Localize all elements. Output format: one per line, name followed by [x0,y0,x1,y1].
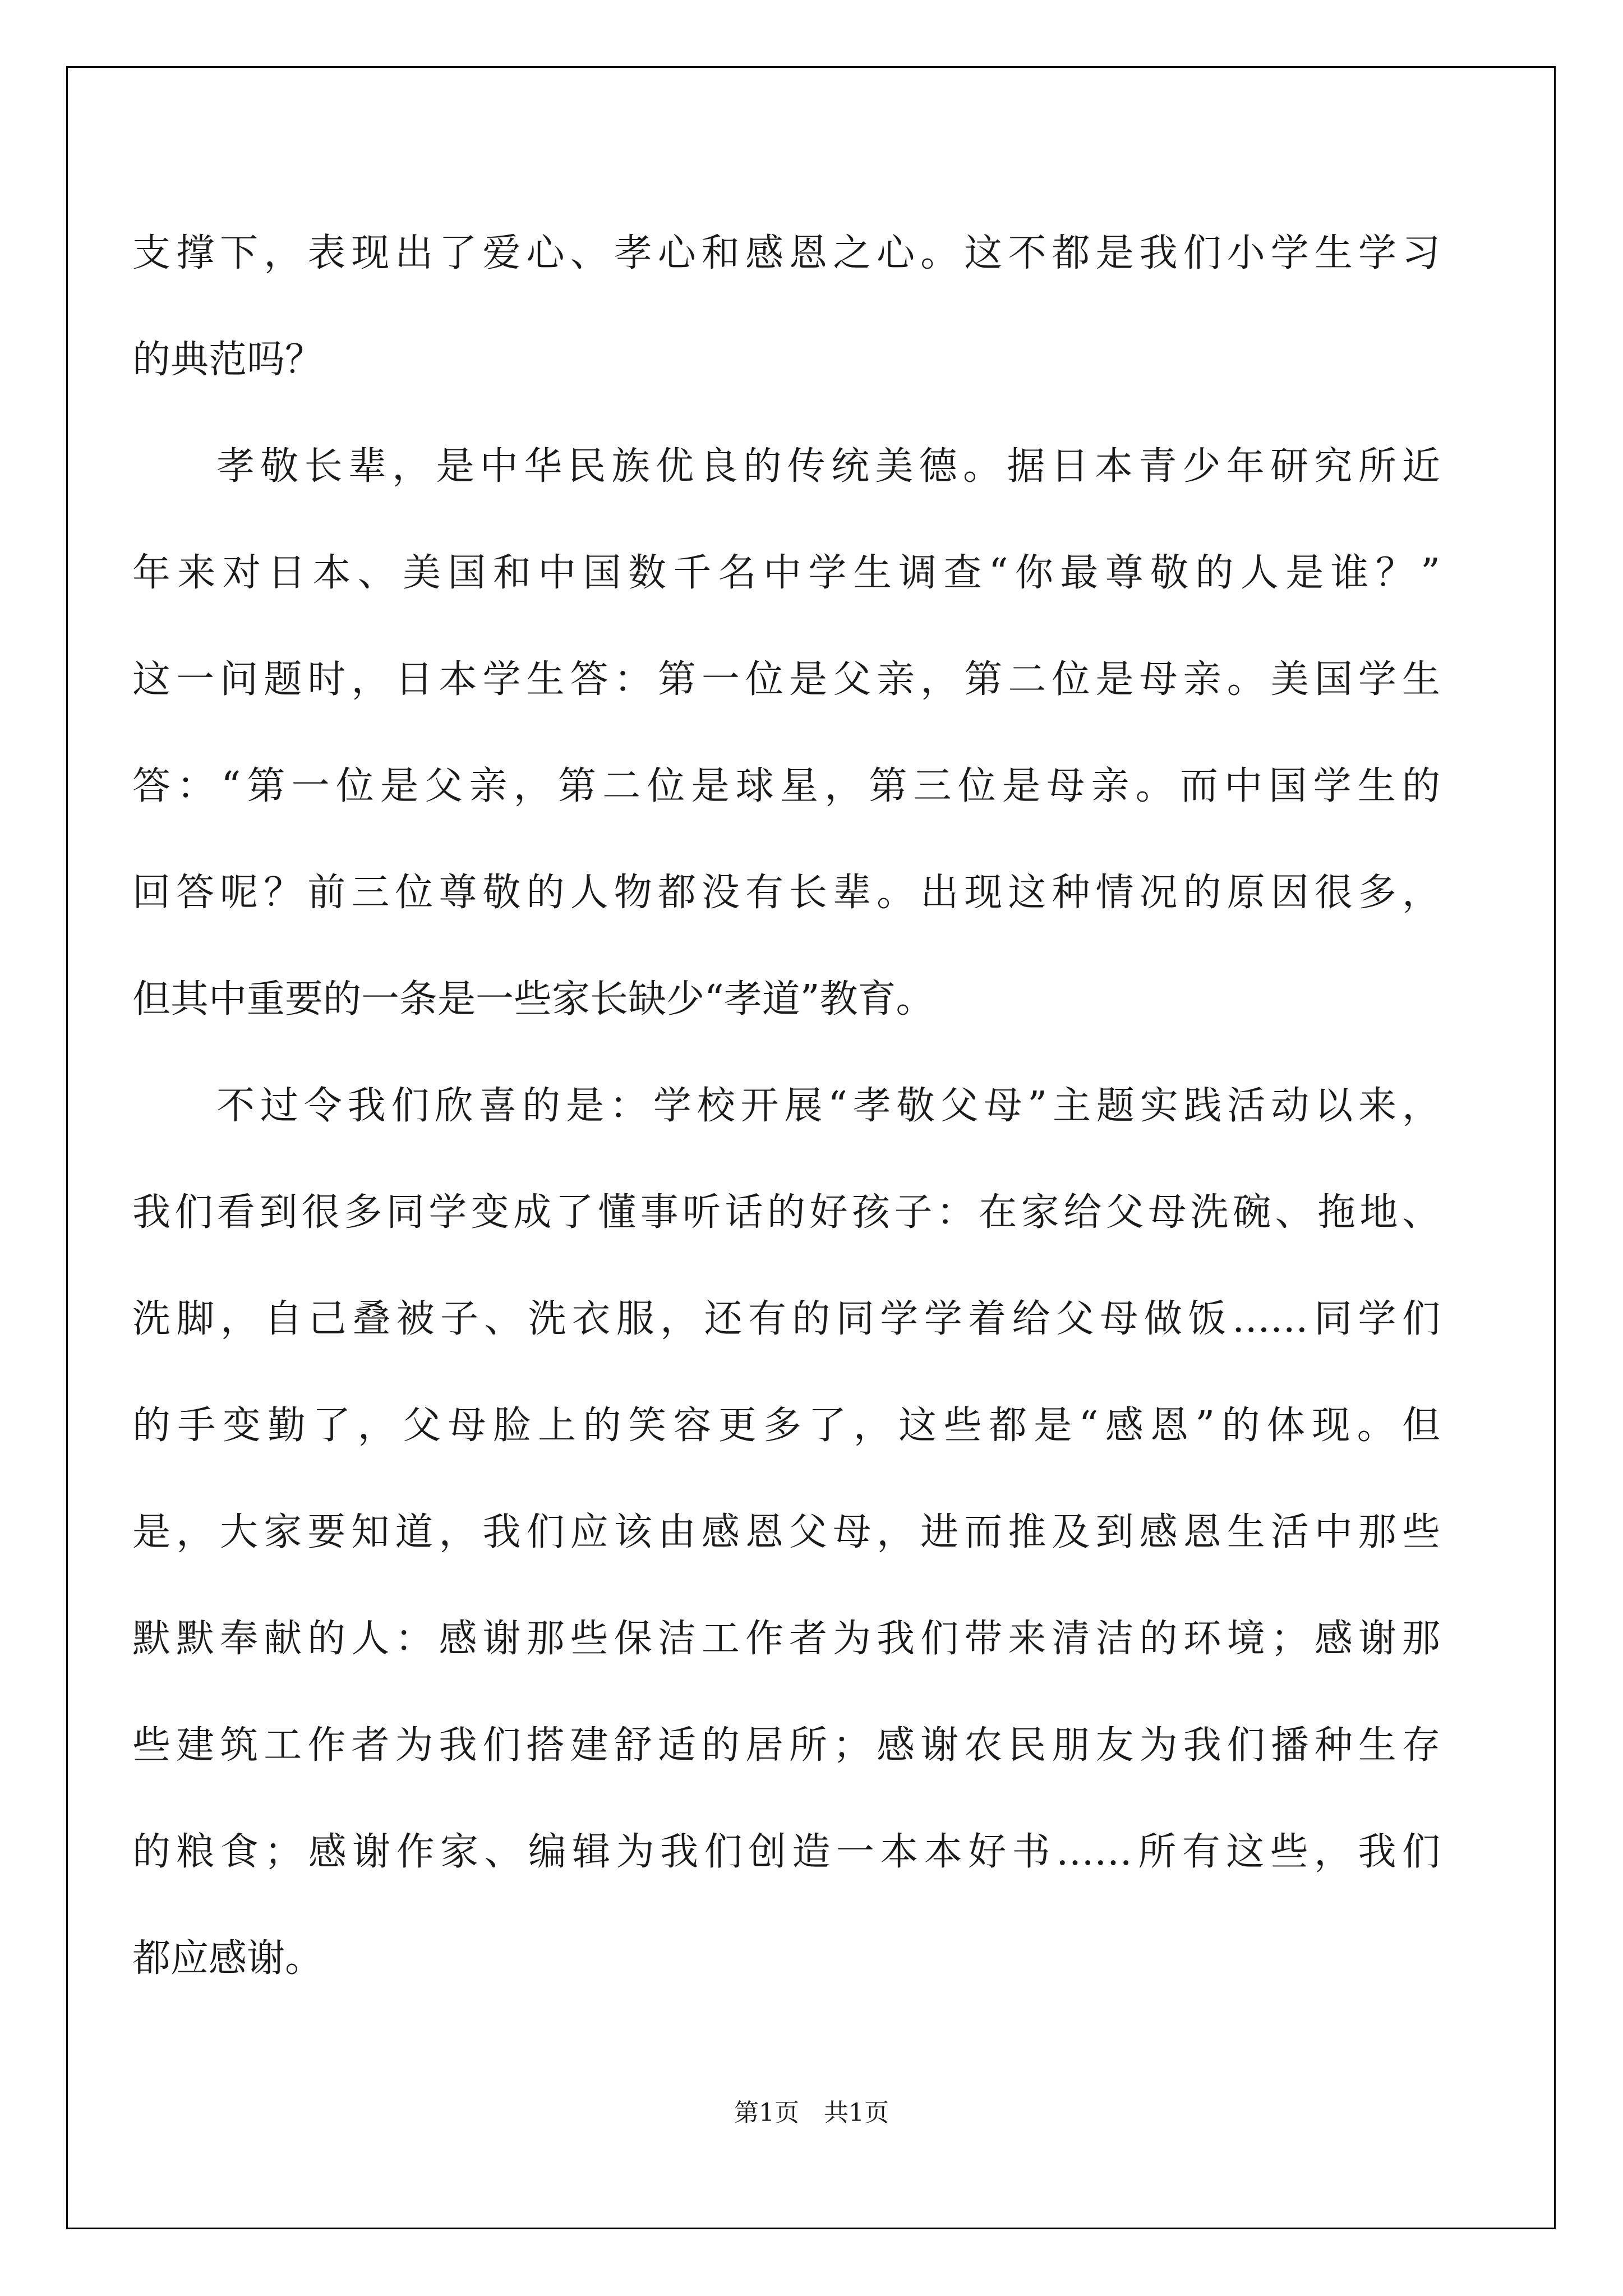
text-line: 的典范吗？ [132,338,324,382]
text-line: 是，大家要知道，我们应该由感恩父母，进而推及到感恩生活中那些 [132,1510,1440,1554]
text-line: 些建筑工作者为我们搭建舒适的居所；感谢农民朋友为我们播种生存 [132,1723,1440,1768]
text-line: 我们看到很多同学变成了懂事听话的好孩子：在家给父母洗碗、拖地、 [132,1190,1440,1235]
paragraph-first-line: 不过令我们欣喜的是：学校开展“孝敬父母”主题实践活动以来， [216,1084,1440,1128]
page-number-current: 第1页 [734,2099,799,2127]
text-line: 这一问题时，日本学生答：第一位是父亲，第二位是母亲。美国学生 [132,657,1440,702]
text-line: 的粮食；感谢作家、编辑为我们创造一本本好书……所有这些，我们 [132,1830,1440,1874]
text-line: 但其中重要的一条是一些家长缺少“孝道”教育。 [132,977,934,1022]
text-line: 都应感谢。 [132,1936,324,1981]
text-line: 支撑下，表现出了爱心、孝心和感恩之心。这不都是我们小学生学习 [132,231,1440,275]
document-body [132,200,1440,2012]
text-line: 洗脚，自己叠被子、洗衣服，还有的同学学着给父母做饭……同学们 [132,1297,1440,1341]
page-footer [0,2092,1623,2128]
text-line: 答：“第一位是父亲，第二位是球星，第三位是母亲。而中国学生的 [132,764,1440,808]
paragraph-first-line: 孝敬长辈，是中华民族优良的传统美德。据日本青少年研究所近 [216,444,1440,489]
page-number-total: 共1页 [824,2099,889,2127]
text-line: 回答呢？前三位尊敬的人物都没有长辈。出现这种情况的原因很多， [132,871,1440,915]
text-line: 的手变勤了，父母脸上的笑容更多了，这些都是“感恩”的体现。但 [132,1404,1440,1448]
text-line: 默默奉献的人：感谢那些保洁工作者为我们带来清洁的环境；感谢那 [132,1617,1440,1661]
text-line: 年来对日本、美国和中国数千名中学生调查“你最尊敬的人是谁？” [132,551,1440,595]
